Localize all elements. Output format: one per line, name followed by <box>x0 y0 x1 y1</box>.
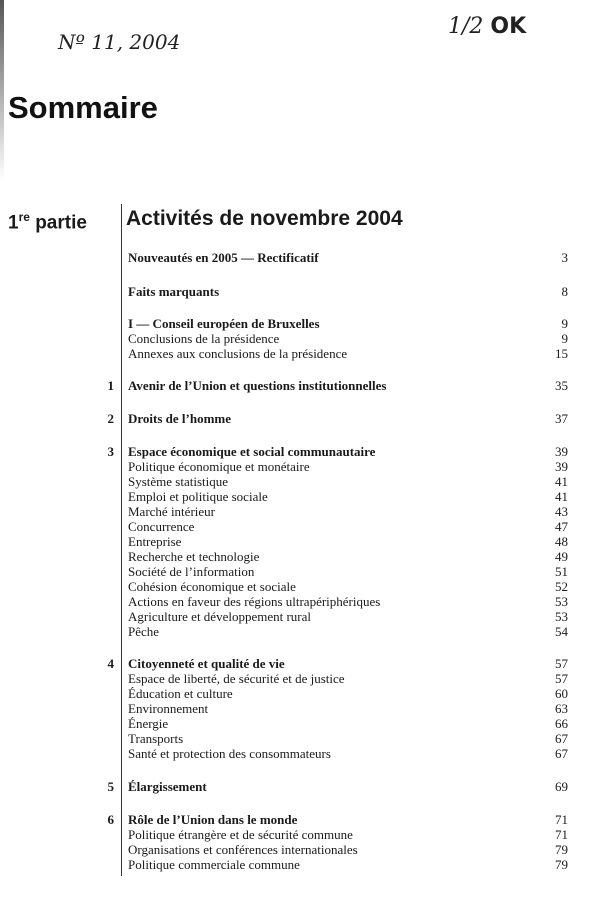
chapter-number: 6 <box>107 812 114 827</box>
toc-subentry <box>128 549 568 564</box>
page-title: Sommaire <box>8 90 158 125</box>
toc-entry-page: 63 <box>555 701 568 716</box>
part-label <box>8 210 87 234</box>
toc-entry <box>128 250 568 265</box>
toc-subentry <box>128 579 568 594</box>
toc-entry-page: 79 <box>555 857 568 872</box>
toc-entry-page: 52 <box>555 579 568 594</box>
toc-subentry <box>128 731 568 746</box>
handwritten-issue-note: Nº 11, 2004 <box>58 30 181 54</box>
toc-entry-page: 60 <box>555 686 568 701</box>
toc-subentry <box>128 459 568 474</box>
toc-entry-title: Droits de l’homme <box>128 411 232 426</box>
toc-entry-page: 51 <box>555 564 568 579</box>
handwritten-fraction: 1/2 <box>448 14 484 39</box>
toc-subentry <box>128 857 568 872</box>
toc-entry-page: 57 <box>555 656 568 671</box>
toc-subentry <box>128 609 568 624</box>
toc-entry-page: 57 <box>555 671 568 686</box>
toc-entry-title: Nouveautés en 2005 — Rectificatif <box>128 250 319 265</box>
toc-entry-title: Actions en faveur des régions ultrapériphériques <box>128 594 381 609</box>
toc-entry-title: Concurrence <box>128 519 195 534</box>
toc-entry-title: Marché intérieur <box>128 504 215 519</box>
chapter-number: 4 <box>107 656 114 671</box>
toc-subentry <box>128 746 568 761</box>
toc-entry-page: 67 <box>555 746 568 761</box>
toc-subentry <box>128 827 568 842</box>
handwritten-ok: OK <box>490 14 527 39</box>
part-word: partie <box>35 212 87 234</box>
toc-subentry <box>128 474 568 489</box>
toc-entry-title: Système statistique <box>128 474 229 489</box>
toc-chapter <box>128 812 568 827</box>
toc-entry-title: Politique étrangère et de sécurité commune <box>128 827 353 842</box>
toc-entry <box>128 316 568 331</box>
toc-entry-title: Politique économique et monétaire <box>128 459 310 474</box>
toc-subentry <box>128 489 568 504</box>
toc-chapter <box>128 656 568 671</box>
handwritten-check-note <box>448 14 526 39</box>
toc-entry-title: Espace économique et social communautaire <box>128 444 376 459</box>
chapter-number: 2 <box>107 411 114 426</box>
toc-entry-page: 41 <box>555 489 568 504</box>
toc-entry-page: 39 <box>555 459 568 474</box>
toc-entry-page: 41 <box>555 474 568 489</box>
toc-entry-page: 47 <box>555 519 568 534</box>
toc-subentry <box>128 624 568 639</box>
toc-subentry <box>128 504 568 519</box>
part-ordinal-suffix: re <box>18 210 30 224</box>
toc-entry-page: 53 <box>555 609 568 624</box>
toc-entry-page: 8 <box>561 284 568 299</box>
toc-entry-title: Politique commerciale commune <box>128 857 300 872</box>
toc-subentry <box>128 519 568 534</box>
toc-entry-title: Espace de liberté, de sécurité et de justice <box>128 671 345 686</box>
toc-entry-title: Agriculture et développement rural <box>128 609 312 624</box>
toc-entry-page: 43 <box>555 504 568 519</box>
toc-entry-title: Élargissement <box>128 779 207 794</box>
toc-entry-page: 71 <box>555 827 568 842</box>
toc-entry-page: 71 <box>555 812 568 827</box>
toc-subentry <box>128 716 568 731</box>
section-heading: Activités de novembre 2004 <box>126 207 403 230</box>
toc-entry-title: Emploi et politique sociale <box>128 489 268 504</box>
chapter-number: 3 <box>107 444 114 459</box>
toc-entry-page: 15 <box>555 346 568 361</box>
toc-entry-page: 3 <box>561 250 568 265</box>
toc-subentry <box>128 346 568 361</box>
toc-entry-title: Annexes aux conclusions de la présidence <box>128 346 348 361</box>
toc-subentry <box>128 594 568 609</box>
toc-entry-page: 37 <box>555 411 568 426</box>
toc-entry-page: 69 <box>555 779 568 794</box>
toc-entry-page: 66 <box>555 716 568 731</box>
toc-entry-title: Société de l’information <box>128 564 255 579</box>
toc-subentry <box>128 671 568 686</box>
scan-edge-shadow <box>0 0 4 180</box>
chapter-number: 1 <box>107 378 114 393</box>
toc-entry-title: Pêche <box>128 624 160 639</box>
toc-entry-page: 49 <box>555 549 568 564</box>
toc-entry-title: Énergie <box>128 716 169 731</box>
toc-subentry <box>128 842 568 857</box>
toc-entry-title: Conclusions de la présidence <box>128 331 280 346</box>
toc-entry-title: Rôle de l’Union dans le monde <box>128 812 298 827</box>
toc-entry <box>128 284 568 299</box>
toc-entry-title: Cohésion économique et sociale <box>128 579 296 594</box>
toc-subentry <box>128 701 568 716</box>
toc-entry-title: Faits marquants <box>128 284 220 299</box>
toc-chapter <box>128 779 568 794</box>
toc-chapter <box>128 411 568 426</box>
toc-entry-page: 9 <box>561 316 568 331</box>
toc-entry-title: Santé et protection des consommateurs <box>128 746 331 761</box>
toc-entry-title: Organisations et conférences internationales <box>128 842 358 857</box>
toc-entry-title: Recherche et technologie <box>128 549 260 564</box>
toc-entry-page: 79 <box>555 842 568 857</box>
toc-subentry <box>128 331 568 346</box>
toc-entry-page: 54 <box>555 624 568 639</box>
toc-entry-title: I — Conseil européen de Bruxelles <box>128 316 320 331</box>
toc-entry-title: Éducation et culture <box>128 686 233 701</box>
toc-subentry <box>128 534 568 549</box>
toc-chapter <box>128 444 568 459</box>
toc-entry-page: 67 <box>555 731 568 746</box>
toc-entry-page: 9 <box>561 331 568 346</box>
toc-entry-title: Entreprise <box>128 534 182 549</box>
part-number: 1 <box>8 212 19 234</box>
vertical-rule <box>121 204 122 876</box>
toc-subentry <box>128 686 568 701</box>
toc-subentry <box>128 564 568 579</box>
toc-chapter <box>128 378 568 393</box>
toc-entry-page: 39 <box>555 444 568 459</box>
chapter-number: 5 <box>107 779 114 794</box>
toc-entry-page: 35 <box>555 378 568 393</box>
toc-entry-title: Environnement <box>128 701 209 716</box>
toc-entry-title: Citoyenneté et qualité de vie <box>128 656 285 671</box>
toc-entry-title: Transports <box>128 731 184 746</box>
toc-entry-page: 48 <box>555 534 568 549</box>
toc-entry-title: Avenir de l’Union et questions institutionnelles <box>128 378 387 393</box>
toc-entry-page: 53 <box>555 594 568 609</box>
